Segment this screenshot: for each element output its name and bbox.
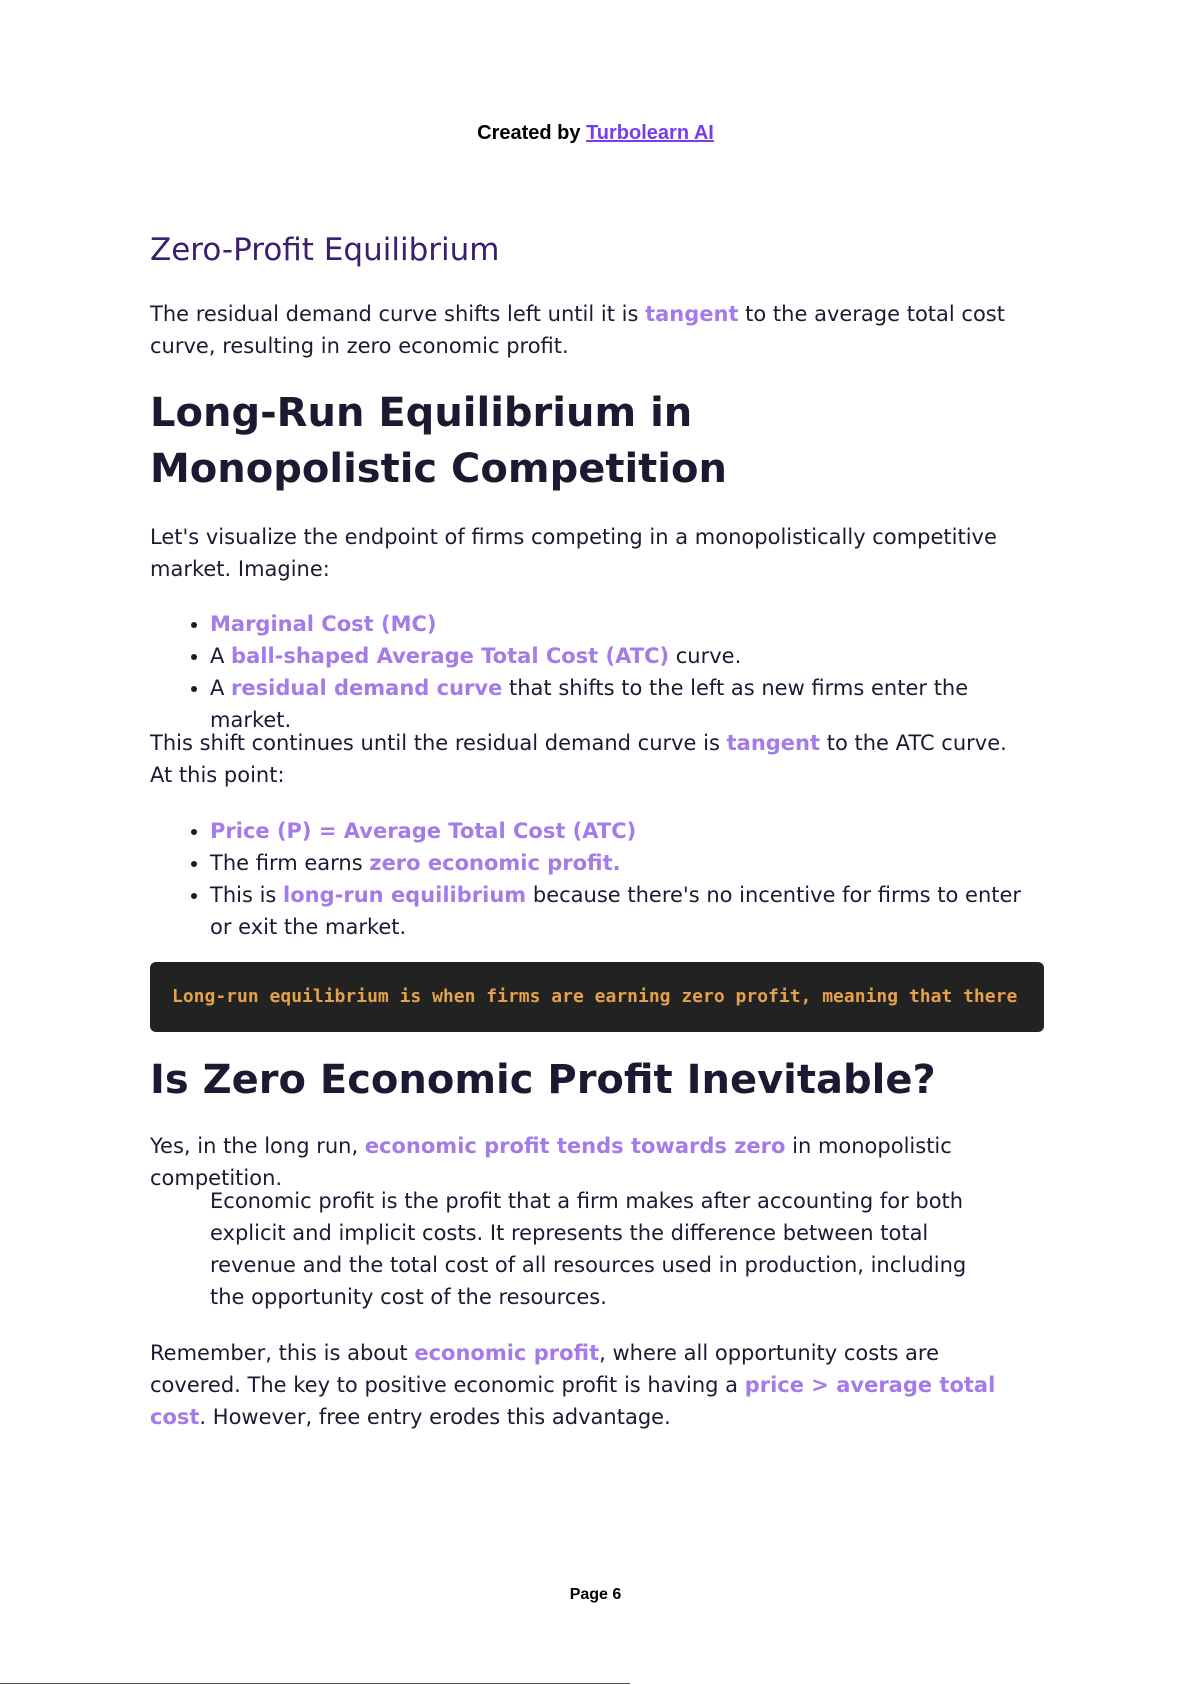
code-block [150,962,1044,1032]
equilibrium-list [150,815,1030,943]
page-number: Page 6 [569,1586,622,1603]
section-title-inevitable: Is Zero Economic Profit Inevitable? [150,1057,936,1103]
long-run-intro: Let's visualize the endpoint of firms competing in a monopolistically competitive market. Imagine: [150,525,997,581]
zero-profit-paragraph: The residual demand curve shifts left until it is tangent to the average total cost curve, resulting in zero economic profit. [150,302,1005,358]
list-item: • The firm earns zero economic profit. [210,847,1030,879]
turbolearn-link[interactable]: Turbolearn AI [586,122,714,144]
remember-paragraph: Remember, this is about economic profit, where all opportunity costs are covered. The key to positive economic profit is having a price > average total cost. However, free entry erodes this advantage. [150,1341,996,1429]
list-item: • A ball-shaped Average Total Cost (ATC) curve. [210,640,1050,672]
section-title-long-run: Long-Run Equilibrium in Monopolistic Competition [150,390,727,492]
inevitable-paragraph: Yes, in the long run, economic profit tends towards zero in monopolistic competition. [150,1134,952,1190]
created-by-label: Created by [477,122,581,144]
bottom-divider [0,1683,630,1684]
list-item: • Marginal Cost (MC) [210,608,1050,640]
definition-quote: Economic profit is the profit that a firm makes after accounting for both explicit and implicit costs. It represents the difference between total revenue and the total cost of all resources used in production, including the opportunity cost of the resources. [210,1189,967,1309]
code-text: Long-run equilibrium is when firms are earning zero profit, meaning that there [172,986,1018,1007]
shift-paragraph: This shift continues until the residual demand curve is tangent to the ATC curve. At this point: [150,731,1007,787]
section-title-zero-profit: Zero-Profit Equilibrium [150,232,500,268]
list-item: • A residual demand curve that shifts to the left as new firms enter the market. [210,672,1050,736]
list-item: • Price (P) = Average Total Cost (ATC) [210,815,1030,847]
list-item: • This is long-run equilibrium because there's no incentive for firms to enter or exit the market. [210,879,1030,943]
curve-list [150,608,1050,736]
page-header [0,122,1191,145]
